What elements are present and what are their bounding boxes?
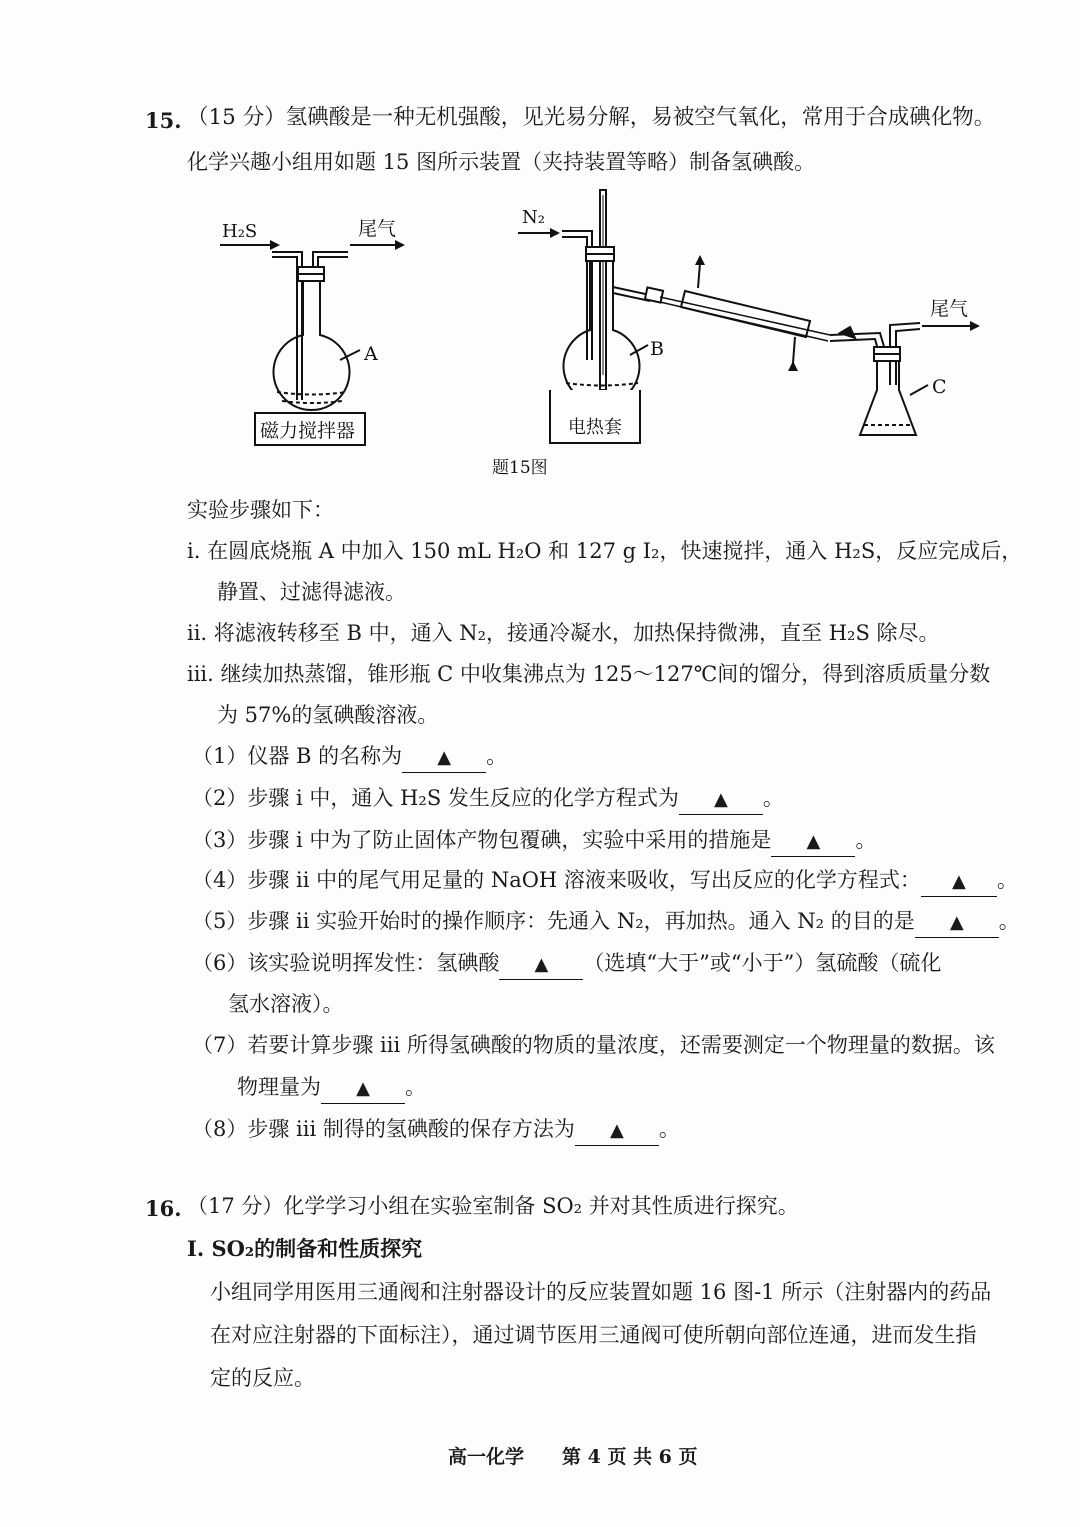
heater-label: 电热套: [568, 417, 622, 438]
sub-question-4: [192, 866, 1018, 897]
answer-blank-5[interactable]: [915, 907, 999, 938]
sub-question-3-text: （3）步骤 i 中为了防止固体产物包覆碘，实验中采用的措施是: [192, 828, 772, 852]
blank-marker: ▲: [713, 789, 728, 810]
answer-blank-3[interactable]: [771, 826, 855, 857]
q16-para-line3: 定的反应。: [210, 1366, 315, 1390]
q16-para-line2: 在对应注射器的下面标注），通过调节医用三通阀可使所朝向部位连通，进而发生指: [210, 1323, 977, 1347]
blank-marker: ▲: [534, 954, 549, 975]
sub-question-2: [192, 784, 784, 815]
tail-gas-label-1: 尾气: [358, 218, 397, 240]
apparatus-figure: [200, 185, 1000, 485]
q16-intro: （17 分）化学学习小组在实验室制备 SO₂ 并对其性质进行探究。: [187, 1194, 799, 1218]
sub-question-4-text: （4）步骤 ii 中的尾气用足量的 NaOH 溶液来吸收，写出反应的化学方程式：: [192, 868, 921, 892]
answer-blank-6[interactable]: [499, 949, 583, 980]
answer-blank-8[interactable]: [575, 1115, 659, 1146]
step-3-line1: iii. 继续加热蒸馏，锥形瓶 C 中收集沸点为 125～127℃间的馏分，得到溶质质量分数: [187, 662, 991, 686]
q16-para-line1: 小组同学用医用三通阀和注射器设计的反应装置如题 16 图-1 所示（注射器内的药品: [210, 1280, 992, 1304]
sub-question-8: [192, 1115, 680, 1146]
label-c: C: [932, 376, 947, 398]
footer-subject: 高一化学: [448, 1446, 525, 1468]
q15-number: 15.: [145, 108, 182, 133]
sub-question-7: [237, 1073, 426, 1104]
sub-question-2-end: 。: [762, 786, 784, 810]
q15-intro-line1: （15 分）氢碘酸是一种无机强酸，见光易分解，易被空气氧化，常用于合成碘化物。: [187, 105, 996, 130]
sub-question-3: [192, 826, 876, 857]
footer-page-info: 第 4 页 共 6 页: [562, 1446, 698, 1468]
sub-question-2-text: （2）步骤 i 中，通入 H₂S 发生反应的化学方程式为: [192, 786, 679, 810]
blank-marker: ▲: [609, 1120, 624, 1141]
sub-question-6-options: （选填“大于”或“小于”）氢硫酸（硫化: [583, 951, 942, 975]
steps-title: 实验步骤如下：: [187, 498, 334, 522]
blank-marker: ▲: [806, 831, 821, 852]
step-3-line2: 为 57%的氢碘酸溶液。: [217, 703, 439, 727]
sub-question-4-end: 。: [996, 868, 1018, 892]
sub-question-3-end: 。: [855, 828, 877, 852]
sub-question-8-end: 。: [658, 1117, 680, 1141]
blank-marker: ▲: [949, 912, 964, 933]
blank-marker: ▲: [437, 747, 452, 768]
sub-question-5: [192, 907, 1020, 938]
answer-blank-7[interactable]: [321, 1073, 405, 1104]
blank-marker: ▲: [356, 1078, 370, 1099]
q16-section-title: I. SO₂的制备和性质探究: [187, 1236, 423, 1261]
q16-number: 16.: [145, 1196, 182, 1221]
sub-question-5-text: （5）步骤 ii 实验开始时的操作顺序：先通入 N₂，再加热。通入 N₂ 的目的是: [192, 909, 915, 933]
tail-gas-label-2: 尾气: [930, 298, 969, 320]
sub-question-5-end: 。: [998, 909, 1020, 933]
step-2: ii. 将滤液转移至 B 中，通入 N₂，接通冷凝水，加热保持微沸，直至 H₂S 除尽。: [187, 621, 940, 645]
sub-question-6: [192, 949, 941, 980]
sub-question-6-text: （6）该实验说明挥发性：氢碘酸: [192, 951, 500, 975]
label-b: B: [650, 338, 664, 360]
sub-question-7-line1: （7）若要计算步骤 iii 所得氢碘酸的物质的量浓度，还需要测定一个物理量的数据。该: [192, 1033, 995, 1057]
stirrer-label: 磁力搅拌器: [260, 420, 356, 442]
step-1-line2: 静置、过滤得滤液。: [217, 580, 406, 604]
sub-question-8-text: （8）步骤 iii 制得的氢碘酸的保存方法为: [192, 1117, 575, 1141]
sub-question-6-line2: 氢水溶液）。: [228, 992, 344, 1016]
blank-marker: ▲: [952, 871, 966, 892]
sub-question-1-end: 。: [486, 744, 508, 768]
flask-c: [860, 361, 916, 435]
sub-question-7-end: 。: [405, 1075, 426, 1099]
h2s-label: H₂S: [222, 221, 258, 242]
answer-blank-4[interactable]: [921, 866, 997, 897]
condenser: [681, 291, 810, 337]
sub-question-1-text: （1）仪器 B 的名称为: [192, 744, 403, 768]
step-1-line1: i. 在圆底烧瓶 A 中加入 150 mL H₂O 和 127 g I₂，快速搅拌，通入 H₂S，反应完成后，: [187, 539, 1023, 563]
sub-question-7-text: 物理量为: [237, 1075, 321, 1099]
figure-caption: 题15图: [492, 458, 548, 478]
sub-question-1: [192, 742, 507, 773]
answer-blank-2[interactable]: [679, 784, 763, 815]
q15-intro-line2: 化学兴趣小组用如题 15 图所示装置（夹持装置等略）制备氢碘酸。: [187, 150, 816, 174]
n2-label: N₂: [522, 207, 545, 228]
answer-blank-1[interactable]: [402, 742, 486, 773]
label-a: A: [364, 343, 378, 365]
flask-a: [274, 281, 350, 410]
